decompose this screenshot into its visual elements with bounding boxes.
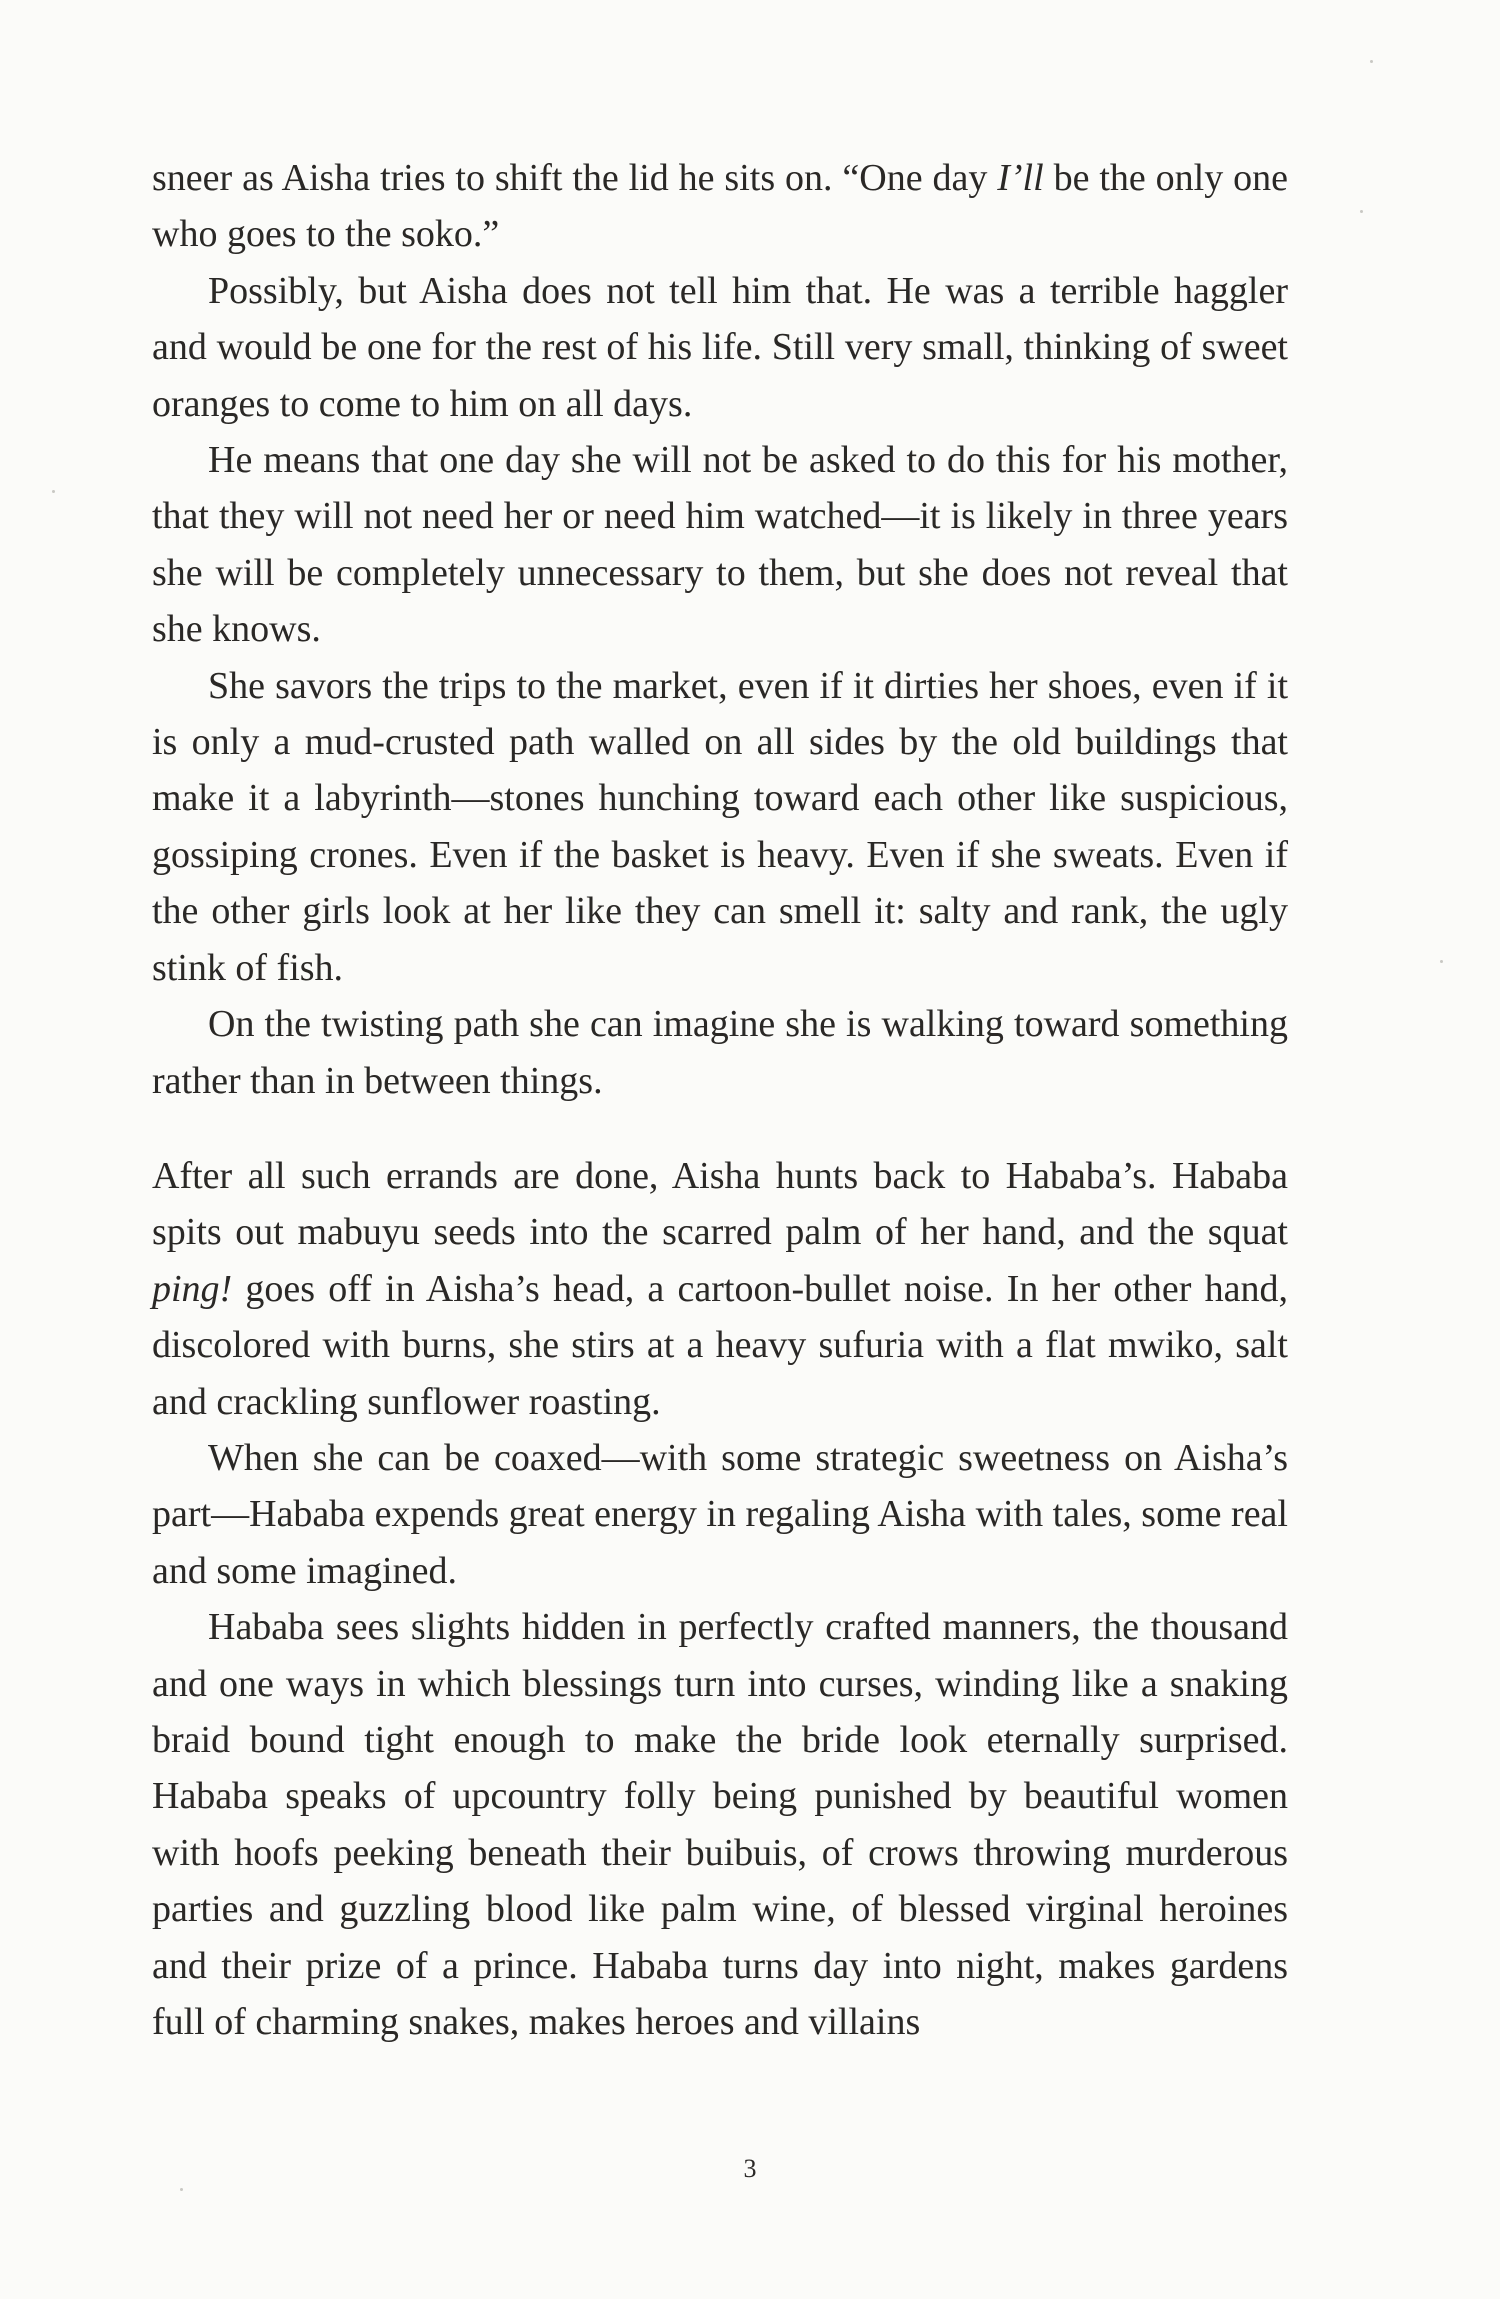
paper-speck	[1370, 60, 1373, 63]
paragraph-text: goes off in Aisha’s head, a cartoon-bullet noise. In her other hand, discolored with burns, she stirs at a heavy sufuria with a flat mwiko, salt and crackling sunflower roasting.	[152, 1267, 1288, 1423]
paper-speck	[180, 2188, 183, 2191]
paper-speck	[1440, 960, 1443, 963]
paragraph-text: sneer as Aisha tries to shift the lid he sits on. “One day	[152, 157, 998, 199]
paragraph: He means that one day she will not be asked to do this for his mother, that they will not need her or need him watched—it is likely in three years she will be completely unnecessary to them, but she does not reveal that she knows.	[152, 439, 1288, 651]
emphasis-text: I’ll	[997, 157, 1044, 199]
page-number: 3	[743, 2154, 757, 2183]
paragraph-text: After all such errands are done, Aisha hunts back to Hababa’s. Hababa spits out mabuyu seeds into the scarred palm of her hand, and the squat	[152, 1155, 1288, 1254]
paragraph: She savors the trips to the market, even if it dirties her shoes, even if it is only a mud-crusted path walled on all sides by the old buildings that make it a labyrinth—stones hunching toward each other like suspicious, gossiping crones. Even if the basket is heavy. Even if she sweats. Even if the other girls look at her like they can smell it: salty and rank, the ugly stink of fish.	[152, 664, 1288, 989]
paper-speck	[52, 490, 55, 493]
paragraph: On the twisting path she can imagine she is walking toward something rather than in between things.	[152, 1003, 1288, 1102]
emphasis-text: ping!	[152, 1267, 233, 1310]
text-section-2	[152, 1148, 1288, 2051]
paragraph-text: be the only one who goes to the soko.”	[152, 157, 1288, 256]
paragraph	[152, 1148, 1288, 1430]
text-section-1	[152, 150, 1288, 1109]
paper-speck	[1360, 210, 1363, 213]
paragraph	[152, 150, 1288, 263]
paragraph: Hababa sees slights hidden in perfectly crafted manners, the thousand and one ways in which blessings turn into curses, winding like a snaking braid bound tight enough to make the bride look eternally surprised. Hababa speaks of upcountry folly being punished by beautiful women with hoofs peeking beneath their buibuis, of crows throwing murderous parties and guzzling blood like palm wine, of blessed virginal heroines and their prize of a prince. Hababa turns day into night, makes gardens full of charming snakes, makes heroes and villains	[152, 1606, 1288, 2044]
paragraph: Possibly, but Aisha does not tell him that. He was a terrible haggler and would be one for the rest of his life. Still very small, thinking of sweet oranges to come to him on all days.	[152, 269, 1288, 425]
paragraph: When she can be coaxed—with some strategic sweetness on Aisha’s part—Hababa expends great energy in regaling Aisha with tales, some real and some imagined.	[152, 1437, 1288, 1592]
